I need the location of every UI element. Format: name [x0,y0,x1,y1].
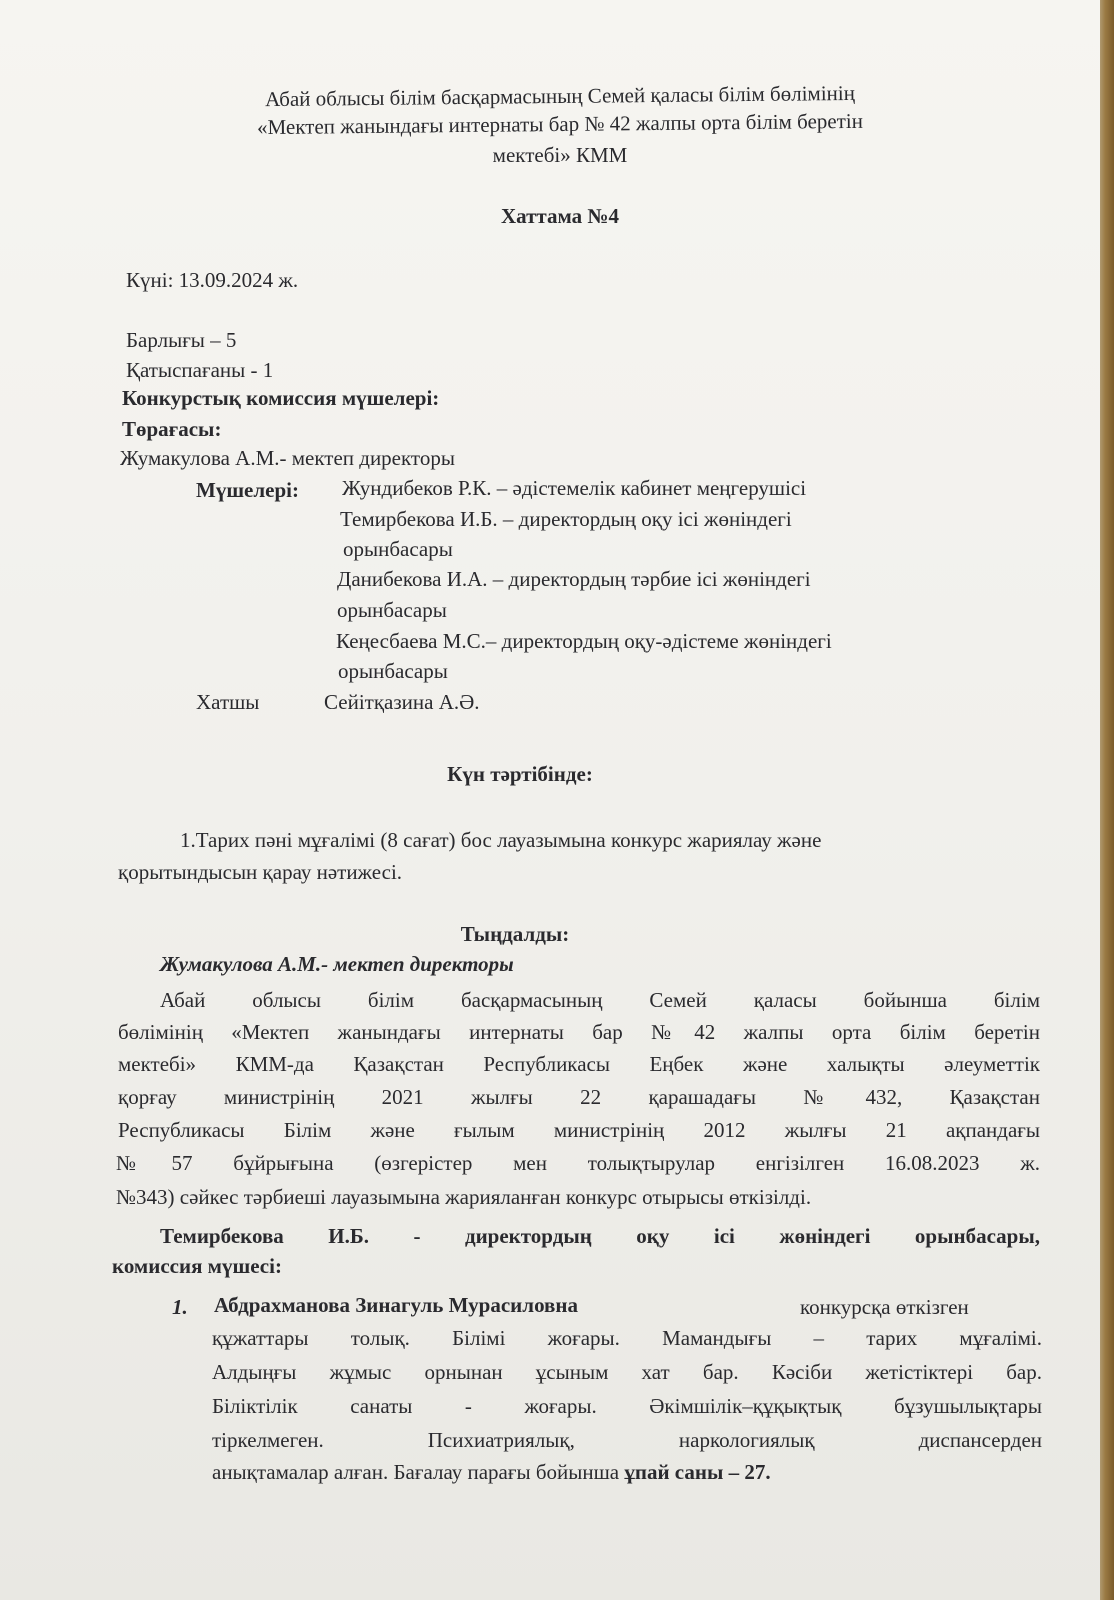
member-4-line-2: орынбасары [338,659,448,683]
listened-heading: Тыңдалды: [460,922,570,946]
candidate-line-6 [212,1458,771,1486]
chair-heading: Төрағасы: [122,417,222,441]
agenda-heading: Күн тәртібінде: [447,762,593,786]
member-1: Жундибеков Р.К. – әдістемелік кабинет меңгерушісі [342,476,807,500]
agenda-line-1: 1.Тарих пәні мұғалімі (8 сағат) бос лауазымына конкурс жариялау және [180,828,822,852]
member-3-line-2: орынбасары [337,598,447,622]
date-line: Күні: 13.09.2024 ж. [126,268,299,292]
speaker-1: Жумакулова А.М.- мектеп директоры [160,952,514,976]
member-3-line-1: Данибекова И.А. – директордың тәрбие ісі жөніндегі [337,567,811,591]
candidate-line-2: құжаттары толық. Білімі жоғары. Мамандығы – тарих мұғалімі. [212,1326,1042,1350]
para1-line-7: №343) сәйкес тәрбиеші лауазымына жарияланған конкурс отырысы өткізілді. [116,1185,812,1209]
candidate-line-1-rest: конкурсқа өткізген [800,1295,969,1319]
total-line: Барлығы – 5 [126,328,237,352]
secretary-label: Хатшы [196,690,260,714]
members-label: Мүшелері: [196,478,299,502]
candidate-line-4: Біліктілік санаты - жоғары. Әкімшілік–құқықтық бұзушылықтары [212,1394,1042,1418]
candidate-score: ұпай саны – 27. [624,1460,771,1484]
para1-line-6: №57 бұйрығына (өзгерістер мен толықтырулар енгізілген 16.08.2023 ж. [116,1151,1040,1175]
candidate-line-3: Алдыңғы жұмыс орнынан ұсыным хат бар. Кәсіби жетістіктері бар. [212,1360,1042,1384]
candidate-line-5: тіркелмеген. Психиатриялық, наркологиялық диспансерден [212,1428,1042,1452]
agenda-line-2: қорытындысын қарау нәтижесі. [118,860,403,884]
candidate-name: Абдрахманова Зинагуль Мурасиловна [214,1293,578,1317]
header-line-1: Абай облысы білім басқармасының Семей қаласы білім бөлімінің [264,80,856,112]
para1-line-2: бөлімінің «Мектеп жанындағы интернаты бар №42 жалпы орта білім беретін [118,1020,1040,1044]
member-2-line-1: Темирбекова И.Б. – директордың оқу ісі жөніндегі [340,507,792,531]
chair-line: Жумакулова А.М.- мектеп директоры [120,446,455,470]
absent-line: Қатыспағаны - 1 [126,358,274,382]
member-2-line-2: орынбасары [343,537,453,561]
candidate-number: 1. [172,1295,188,1319]
header-line-2: «Мектеп жанындағы интернаты бар № 42 жалпы орта білім беретін [256,108,864,140]
speaker-2-line-2: комиссия мүшесі: [112,1254,282,1278]
para1-line-3: мектебі» КММ-да Қазақстан Республикасы Еңбек және халықты әлеуметтік [118,1052,1040,1076]
para1-line-5: Республикасы Білім және ғылым министрінің 2012 жылғы 21 ақпандағы [118,1118,1040,1142]
para1-line-1: Абай облысы білім басқармасының Семей қаласы бойынша білім [160,988,1040,1012]
protocol-title: Хаттама №4 [500,204,620,228]
header-line-3: мектебі» КММ [492,143,628,167]
secretary-name: Сейітқазина А.Ә. [324,690,480,714]
candidate-line-6-text: анықтамалар алған. Бағалау парағы бойынша [212,1460,625,1484]
commission-heading: Конкурстық комиссия мүшелері: [122,386,440,410]
para1-line-4: қорғау министрінің 2021 жылғы 22 қарашадағы №432, Қазақстан [118,1085,1040,1109]
speaker-2-line-1: Темирбекова И.Б. - директордың оқу ісі жөніндегі орынбасары, [160,1224,1040,1248]
member-4-line-1: Кеңесбаева М.С.– директордың оқу-әдістеме жөніндегі [336,629,832,653]
